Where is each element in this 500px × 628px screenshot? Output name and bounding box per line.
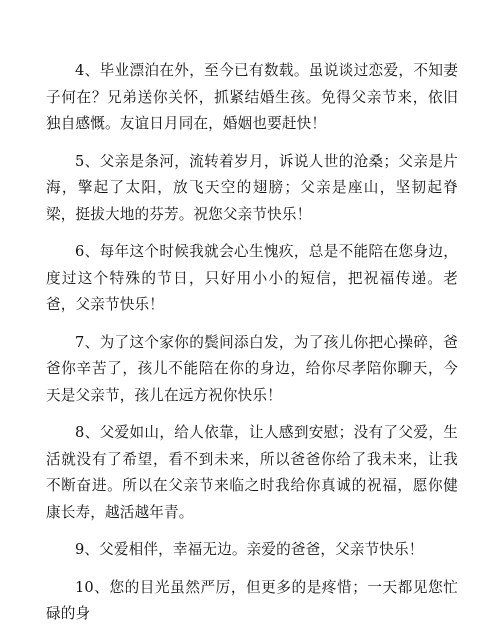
paragraph-10: 10、您的目光虽然严厉，但更多的是疼惜；一天都见您忙碌的身 <box>46 578 458 622</box>
paragraph-5: 5、父亲是条河，流转着岁月，诉说人世的沧桑；父亲是片海，擎起了太阳，放飞天空的翅膀；父亲是座山，坚韧起脊梁，挺拔大地的芬芳。祝您父亲节快乐！ <box>46 152 458 223</box>
paragraph-7: 7、为了这个家你的鬓间添白发，为了孩儿你把心操碎，爸爸你辛苦了，孩儿不能陪在你的身边，给你尽孝陪你聊天，今天是父亲节，孩儿在远方祝你快乐！ <box>46 333 458 404</box>
paragraph-9: 9、父爱相伴，幸福无边。亲爱的爸爸，父亲节快乐！ <box>75 541 424 558</box>
paragraph-4: 4、毕业漂泊在外，至今已有数载。虽说谈过恋爱，不知妻子何在？兄弟送你关怀，抓紧结婚生孩。免得父亲节来，依旧独自感慨。友谊日月同在，婚姻也要赶快！ <box>46 62 458 132</box>
paragraph-6: 6、每年这个时候我就会心生愧疚，总是不能陪在您身边，度过这个特殊的节日，只好用小小的短信，把祝福传递。老爸，父亲节快乐！ <box>46 243 458 313</box>
paragraph-8: 8、父爱如山，给人依靠，让人感到安慰；没有了父爱，生活就没有了希望，看不到未来，所以爸爸你给了我未来，让我不断奋进。所以在父亲节来临之时我给你真诚的祝福，愿你健康长寿，越活越年青。 <box>46 424 458 521</box>
